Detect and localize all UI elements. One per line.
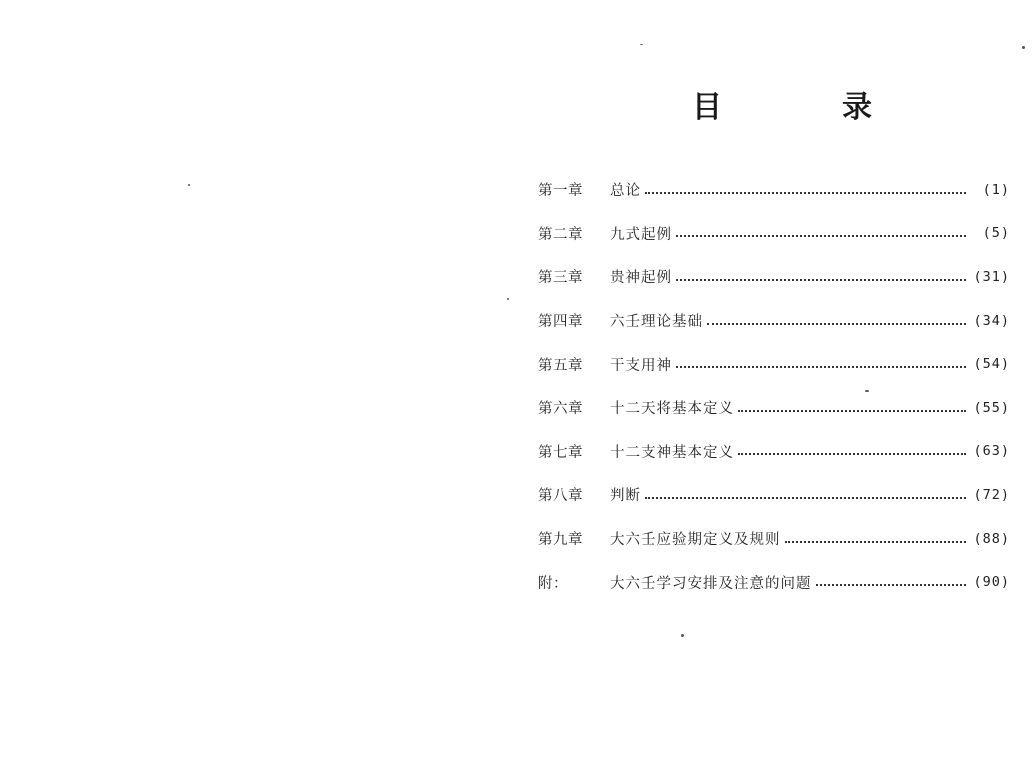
toc-page-number: (88) <box>973 530 1010 547</box>
scan-speck <box>681 634 684 637</box>
toc-page-number: (31) <box>973 268 1010 285</box>
toc-page-number: (5) <box>982 225 1010 242</box>
toc-entry-title: 总论 <box>610 183 641 200</box>
dot-leader <box>676 366 966 368</box>
dot-leader <box>676 279 966 281</box>
dot-leader <box>707 323 966 325</box>
dot-leader <box>676 235 966 237</box>
toc-chapter-label: 第八章 <box>538 488 583 505</box>
toc-row[interactable] <box>538 430 1010 474</box>
toc-row[interactable] <box>538 473 1010 517</box>
toc-page-number: (1) <box>982 181 1010 198</box>
toc-chapter-label: 第五章 <box>538 357 583 374</box>
dot-leader <box>645 497 966 499</box>
page-title <box>692 84 872 124</box>
toc-chapter-label: 第七章 <box>538 444 583 461</box>
toc-row[interactable] <box>538 168 1010 212</box>
toc-chapter-label: 第九章 <box>538 532 583 549</box>
toc-row[interactable] <box>538 255 1010 299</box>
toc-row[interactable] <box>538 560 1010 604</box>
toc-chapter-label: 第四章 <box>538 314 583 331</box>
toc-chapter-label: 第一章 <box>538 183 583 200</box>
toc-chapter-label: 第二章 <box>538 226 583 243</box>
toc-page-number: (90) <box>973 574 1010 591</box>
toc-page-number: (55) <box>973 399 1010 416</box>
toc-chapter-label: 第六章 <box>538 401 583 418</box>
toc-page-number: (63) <box>973 443 1010 460</box>
toc-entry-title: 大六壬应验期定义及规则 <box>610 532 781 549</box>
title-char: 录 <box>842 90 872 125</box>
scan-speck <box>1022 46 1025 49</box>
toc-row[interactable] <box>538 517 1010 561</box>
toc-row[interactable] <box>538 299 1010 343</box>
scan-speck <box>640 44 643 45</box>
toc-row[interactable] <box>538 212 1010 256</box>
toc-page-number: (54) <box>973 356 1010 373</box>
toc-entry-title: 九式起例 <box>610 226 672 243</box>
dot-leader <box>816 584 967 586</box>
toc-row[interactable] <box>538 386 1010 430</box>
dot-leader <box>738 453 966 455</box>
toc-entry-title: 六壬理论基础 <box>610 314 703 331</box>
table-of-contents <box>538 168 1010 604</box>
scan-speck <box>188 184 190 186</box>
toc-entry-title: 十二支神基本定义 <box>610 444 734 461</box>
toc-entry-title: 十二天将基本定义 <box>610 401 734 418</box>
toc-chapter-label: 第三章 <box>538 270 583 287</box>
dot-leader <box>738 410 966 412</box>
toc-appendix-label: 附： <box>538 575 568 592</box>
toc-row[interactable] <box>538 342 1010 386</box>
toc-entry-title: 大六壬学习安排及注意的问题 <box>610 575 812 592</box>
toc-page-number: (72) <box>973 486 1010 503</box>
dot-leader <box>785 541 967 543</box>
toc-page-number: (34) <box>973 312 1010 329</box>
toc-entry-title: 判断 <box>610 488 641 505</box>
dot-leader <box>645 192 966 194</box>
toc-entry-title: 干支用神 <box>610 357 672 374</box>
toc-entry-title: 贵神起例 <box>610 270 672 287</box>
title-char: 目 <box>692 90 722 125</box>
scan-speck <box>507 298 509 300</box>
